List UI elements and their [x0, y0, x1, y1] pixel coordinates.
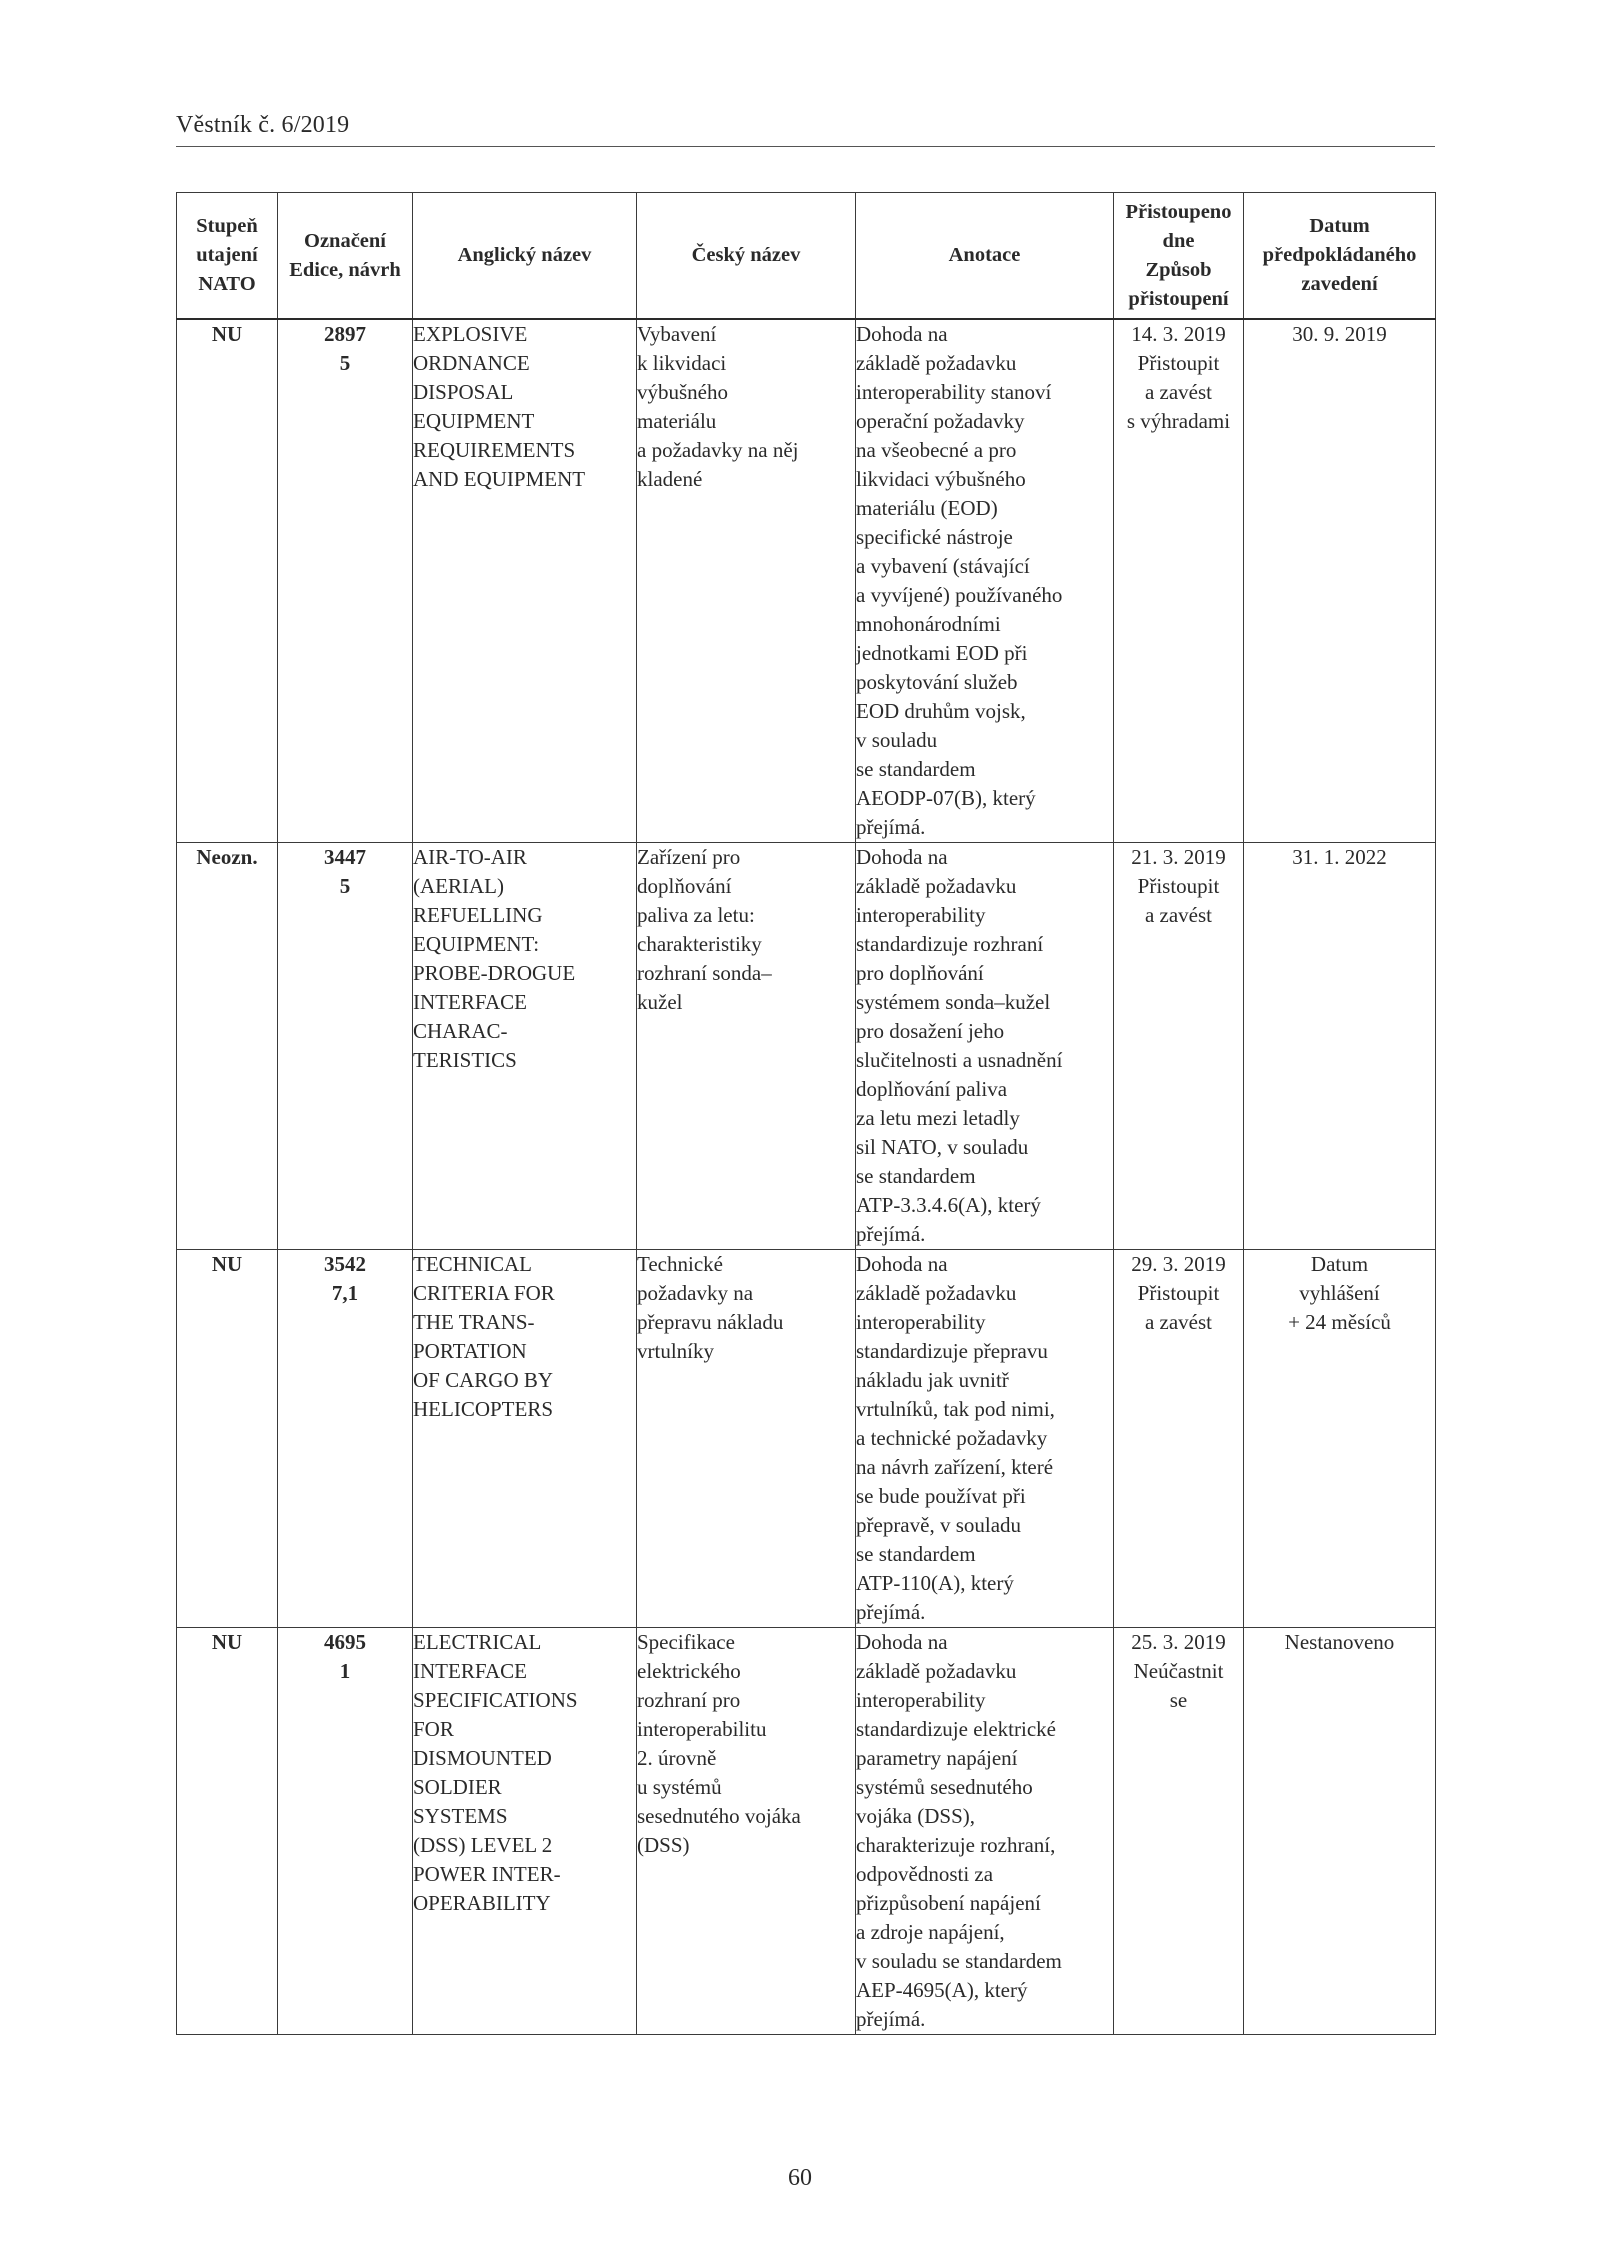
- cell-line: a zavést: [1144, 903, 1213, 927]
- cell-line: přepravu nákladu: [637, 1310, 784, 1334]
- classification-cell: [177, 319, 278, 843]
- cell-line: výbušného: [637, 380, 728, 404]
- header-line: utajení: [196, 244, 258, 266]
- accession-cell: [1114, 843, 1244, 1250]
- cell-line: NU: [211, 322, 243, 346]
- cell-line: Nestanoveno: [1284, 1630, 1395, 1654]
- cell-line: s výhradami: [1126, 409, 1231, 433]
- cell-line: přejímá.: [856, 2007, 926, 2031]
- cell-line: se: [1169, 1688, 1188, 1712]
- effective-date-cell: [1244, 1628, 1436, 2035]
- cell-line: HELICOPTERS: [413, 1397, 554, 1421]
- cell-line: Technické: [637, 1252, 723, 1276]
- cell-line: ELECTRICAL: [413, 1630, 542, 1654]
- cell-line: interoperability stanoví: [856, 380, 1052, 404]
- english-title-cell: [413, 1628, 637, 2035]
- effective-date-cell: [1244, 843, 1436, 1250]
- cell-line: materiálu (EOD): [856, 496, 998, 520]
- cell-line: vyhlášení: [1299, 1281, 1380, 1305]
- cell-line: EXPLOSIVE: [413, 322, 528, 346]
- cell-line: DISPOSAL: [413, 380, 514, 404]
- cell-line: a vybavení (stávající: [856, 554, 1030, 578]
- header-line: Anotace: [948, 244, 1021, 266]
- cell-line: Datum: [1310, 1252, 1369, 1276]
- cell-line: za letu mezi letadly: [856, 1106, 1020, 1130]
- cell-line: INTERFACE: [413, 1659, 527, 1683]
- header-line: Edice, návrh: [289, 258, 401, 281]
- cell-line: 25. 3. 2019: [1131, 1630, 1226, 1654]
- cell-line: Neúčastnit: [1133, 1659, 1224, 1683]
- header-designation: [278, 193, 413, 320]
- cell-line: a zavést: [1144, 1310, 1213, 1334]
- header-line: Český název: [691, 244, 801, 266]
- cell-line: přepravě, v souladu: [856, 1513, 1022, 1537]
- cell-line: elektrického: [637, 1659, 741, 1683]
- table-body: [177, 319, 1436, 2035]
- table-row: [177, 843, 1436, 1250]
- cell-line: Přistoupit: [1137, 351, 1220, 375]
- header-line: NATO: [198, 273, 256, 295]
- cell-line: POWER INTER-: [413, 1862, 561, 1886]
- table-row: [177, 1628, 1436, 2035]
- cell-line: rozhraní pro: [637, 1688, 741, 1712]
- cell-line: AND EQUIPMENT: [413, 467, 586, 491]
- czech-title-cell: [637, 1628, 856, 2035]
- cell-line: REQUIREMENTS: [413, 438, 576, 462]
- cell-line: na návrh zařízení, které: [856, 1455, 1054, 1479]
- cell-line: 21. 3. 2019: [1131, 845, 1226, 869]
- cell-line: FOR: [413, 1717, 454, 1741]
- cell-line: přejímá.: [856, 1600, 926, 1624]
- cell-line: 29. 3. 2019: [1131, 1252, 1226, 1276]
- cell-line: 3542: [324, 1252, 366, 1276]
- annotation-cell: [856, 843, 1114, 1250]
- page-header: Věstník č. 6/2019: [176, 112, 350, 138]
- cell-line: doplňování paliva: [856, 1077, 1008, 1101]
- cell-line: charakterizuje rozhraní,: [856, 1833, 1056, 1857]
- table-row: [177, 319, 1436, 843]
- cell-line: EQUIPMENT:: [413, 932, 540, 956]
- cell-line: se standardem: [856, 1542, 976, 1566]
- cell-line: DISMOUNTED: [413, 1746, 552, 1770]
- header-line: Datum: [1309, 215, 1370, 237]
- cell-line: se standardem: [856, 1164, 976, 1188]
- classification-cell: [177, 1250, 278, 1628]
- cell-line: a požadavky na něj: [637, 438, 799, 462]
- cell-line: OF CARGO BY: [413, 1368, 554, 1392]
- cell-line: odpovědnosti za: [856, 1862, 994, 1886]
- annotation-cell: [856, 1250, 1114, 1628]
- cell-line: OPERABILITY: [413, 1891, 551, 1915]
- standards-table: [176, 192, 1436, 2035]
- cell-line: a technické požadavky: [856, 1426, 1048, 1450]
- cell-line: v souladu: [856, 728, 938, 752]
- cell-line: ATP-110(A), který: [856, 1571, 1014, 1595]
- cell-line: SOLDIER: [413, 1775, 502, 1799]
- cell-line: Dohoda na: [856, 845, 948, 869]
- cell-line: vrtulníků, tak pod nimi,: [856, 1397, 1055, 1421]
- cell-line: specifické nástroje: [856, 525, 1013, 549]
- cell-line: interoperability: [856, 903, 986, 927]
- header-line: přistoupení: [1128, 287, 1229, 310]
- cell-line: AEP-4695(A), který: [856, 1978, 1028, 2002]
- annotation-cell: [856, 319, 1114, 843]
- czech-title-cell: [637, 843, 856, 1250]
- cell-line: 3447: [324, 845, 366, 869]
- cell-line: požadavky na: [637, 1281, 754, 1305]
- cell-line: SYSTEMS: [413, 1804, 508, 1828]
- cell-line: Specifikace: [637, 1630, 735, 1654]
- cell-line: přejímá.: [856, 1222, 926, 1246]
- cell-line: se bude používat při: [856, 1484, 1026, 1508]
- cell-line: 30. 9. 2019: [1292, 322, 1387, 346]
- cell-line: 4695: [324, 1630, 366, 1654]
- cell-line: sil NATO, v souladu: [856, 1135, 1029, 1159]
- cell-line: základě požadavku: [856, 1659, 1017, 1683]
- cell-line: 1: [339, 1659, 351, 1683]
- cell-line: 2. úrovně: [637, 1746, 717, 1770]
- cell-line: (AERIAL): [413, 874, 504, 898]
- cell-line: doplňování: [637, 874, 732, 898]
- cell-line: CRITERIA FOR: [413, 1281, 555, 1305]
- header-line: Způsob: [1145, 258, 1212, 281]
- header-line: dne: [1162, 229, 1195, 252]
- cell-line: poskytování služeb: [856, 670, 1018, 694]
- cell-line: Zařízení pro: [637, 845, 741, 869]
- header-annotation: [856, 193, 1114, 320]
- header-classification: [177, 193, 278, 320]
- table-header-row: [177, 193, 1436, 320]
- cell-line: slučitelnosti a usnadnění: [856, 1048, 1063, 1072]
- cell-line: Vybavení: [637, 322, 717, 346]
- cell-line: kužel: [637, 990, 683, 1014]
- effective-date-cell: [1244, 1250, 1436, 1628]
- cell-line: interoperability: [856, 1688, 986, 1712]
- cell-line: vrtulníky: [637, 1339, 714, 1363]
- cell-line: 5: [339, 351, 351, 375]
- cell-line: nákladu jak uvnitř: [856, 1368, 1009, 1392]
- header-line: Anglický název: [457, 244, 592, 266]
- cell-line: 31. 1. 2022: [1292, 845, 1387, 869]
- cell-line: SPECIFICATIONS: [413, 1688, 578, 1712]
- cell-line: ATP-3.3.4.6(A), který: [856, 1193, 1041, 1217]
- cell-line: + 24 měsíců: [1288, 1310, 1391, 1334]
- cell-line: paliva za letu:: [637, 903, 755, 927]
- cell-line: (DSS): [637, 1833, 690, 1857]
- effective-date-cell: [1244, 319, 1436, 843]
- cell-line: kladené: [637, 467, 703, 491]
- cell-line: a zdroje napájení,: [856, 1920, 1005, 1944]
- page-number: 60: [788, 2165, 812, 2191]
- cell-line: ORDNANCE: [413, 351, 530, 375]
- cell-line: AEODP-07(B), který: [856, 786, 1036, 810]
- cell-line: Dohoda na: [856, 1252, 948, 1276]
- cell-line: NU: [211, 1630, 243, 1654]
- cell-line: interoperability: [856, 1310, 986, 1334]
- cell-line: materiálu: [637, 409, 717, 433]
- cell-line: CHARAC-: [413, 1019, 508, 1043]
- cell-line: mnohonárodními: [856, 612, 1001, 636]
- cell-line: na všeobecné a pro: [856, 438, 1017, 462]
- cell-line: základě požadavku: [856, 874, 1017, 898]
- cell-line: systémů sesednutého: [856, 1775, 1033, 1799]
- cell-line: Přistoupit: [1137, 1281, 1220, 1305]
- cell-line: vojáka (DSS),: [856, 1804, 975, 1828]
- cell-line: REFUELLING: [413, 903, 543, 927]
- cell-line: standardizuje rozhraní: [856, 932, 1044, 956]
- classification-cell: [177, 843, 278, 1250]
- cell-line: jednotkami EOD při: [856, 641, 1028, 665]
- english-title-cell: [413, 843, 637, 1250]
- cell-line: 2897: [324, 322, 366, 346]
- cell-line: standardizuje elektrické: [856, 1717, 1056, 1741]
- annotation-cell: [856, 1628, 1114, 2035]
- accession-cell: [1114, 1628, 1244, 2035]
- cell-line: v souladu se standardem: [856, 1949, 1062, 1973]
- header-line: Přistoupeno: [1125, 200, 1232, 223]
- cell-line: k likvidaci: [637, 351, 727, 375]
- header-czech-title: [637, 193, 856, 320]
- cell-line: systémem sonda–kužel: [856, 990, 1051, 1014]
- cell-line: 7,1: [331, 1281, 359, 1305]
- cell-line: THE TRANS-: [413, 1310, 535, 1334]
- cell-line: EOD druhům vojsk,: [856, 699, 1026, 723]
- header-line: zavedení: [1301, 273, 1378, 295]
- accession-cell: [1114, 1250, 1244, 1628]
- english-title-cell: [413, 1250, 637, 1628]
- cell-line: 5: [339, 874, 351, 898]
- cell-line: Přistoupit: [1137, 874, 1220, 898]
- cell-line: pro dosažení jeho: [856, 1019, 1005, 1043]
- cell-line: INTERFACE: [413, 990, 527, 1014]
- cell-line: NU: [211, 1252, 243, 1276]
- cell-line: Neozn.: [196, 845, 258, 869]
- cell-line: u systémů: [637, 1775, 722, 1799]
- table-row: [177, 1250, 1436, 1628]
- english-title-cell: [413, 319, 637, 843]
- header-english-title: [413, 193, 637, 320]
- designation-cell: [278, 319, 413, 843]
- cell-line: Dohoda na: [856, 322, 948, 346]
- header-accession: [1114, 193, 1244, 320]
- designation-cell: [278, 1628, 413, 2035]
- cell-line: základě požadavku: [856, 351, 1017, 375]
- cell-line: PORTATION: [413, 1339, 527, 1363]
- header-line: Stupeň: [196, 215, 258, 237]
- cell-line: se standardem: [856, 757, 976, 781]
- cell-line: 14. 3. 2019: [1131, 322, 1226, 346]
- designation-cell: [278, 843, 413, 1250]
- cell-line: parametry napájení: [856, 1746, 1018, 1770]
- header-effective-date: [1244, 193, 1436, 320]
- cell-line: přizpůsobení napájení: [856, 1891, 1041, 1915]
- cell-line: AIR-TO-AIR: [413, 845, 527, 869]
- cell-line: operační požadavky: [856, 409, 1025, 433]
- cell-line: PROBE-DROGUE: [413, 961, 576, 985]
- cell-line: přejímá.: [856, 815, 926, 839]
- cell-line: likvidaci výbušného: [856, 467, 1026, 491]
- cell-line: TECHNICAL: [413, 1252, 532, 1276]
- czech-title-cell: [637, 319, 856, 843]
- header-line: Označení: [304, 229, 386, 252]
- cell-line: Dohoda na: [856, 1630, 948, 1654]
- classification-cell: [177, 1628, 278, 2035]
- cell-line: a vyvíjené) používaného: [856, 583, 1063, 607]
- cell-line: sesednutého vojáka: [637, 1804, 801, 1828]
- cell-line: interoperabilitu: [637, 1717, 767, 1741]
- cell-line: pro doplňování: [856, 961, 984, 985]
- cell-line: TERISTICS: [413, 1048, 517, 1072]
- header-line: předpokládaného: [1262, 244, 1417, 266]
- cell-line: standardizuje přepravu: [856, 1339, 1048, 1363]
- cell-line: základě požadavku: [856, 1281, 1017, 1305]
- header-divider: [176, 146, 1435, 147]
- cell-line: rozhraní sonda–: [637, 961, 772, 985]
- designation-cell: [278, 1250, 413, 1628]
- cell-line: EQUIPMENT: [413, 409, 535, 433]
- cell-line: a zavést: [1144, 380, 1213, 404]
- cell-line: (DSS) LEVEL 2: [413, 1833, 553, 1857]
- czech-title-cell: [637, 1250, 856, 1628]
- cell-line: charakteristiky: [637, 932, 762, 956]
- accession-cell: [1114, 319, 1244, 843]
